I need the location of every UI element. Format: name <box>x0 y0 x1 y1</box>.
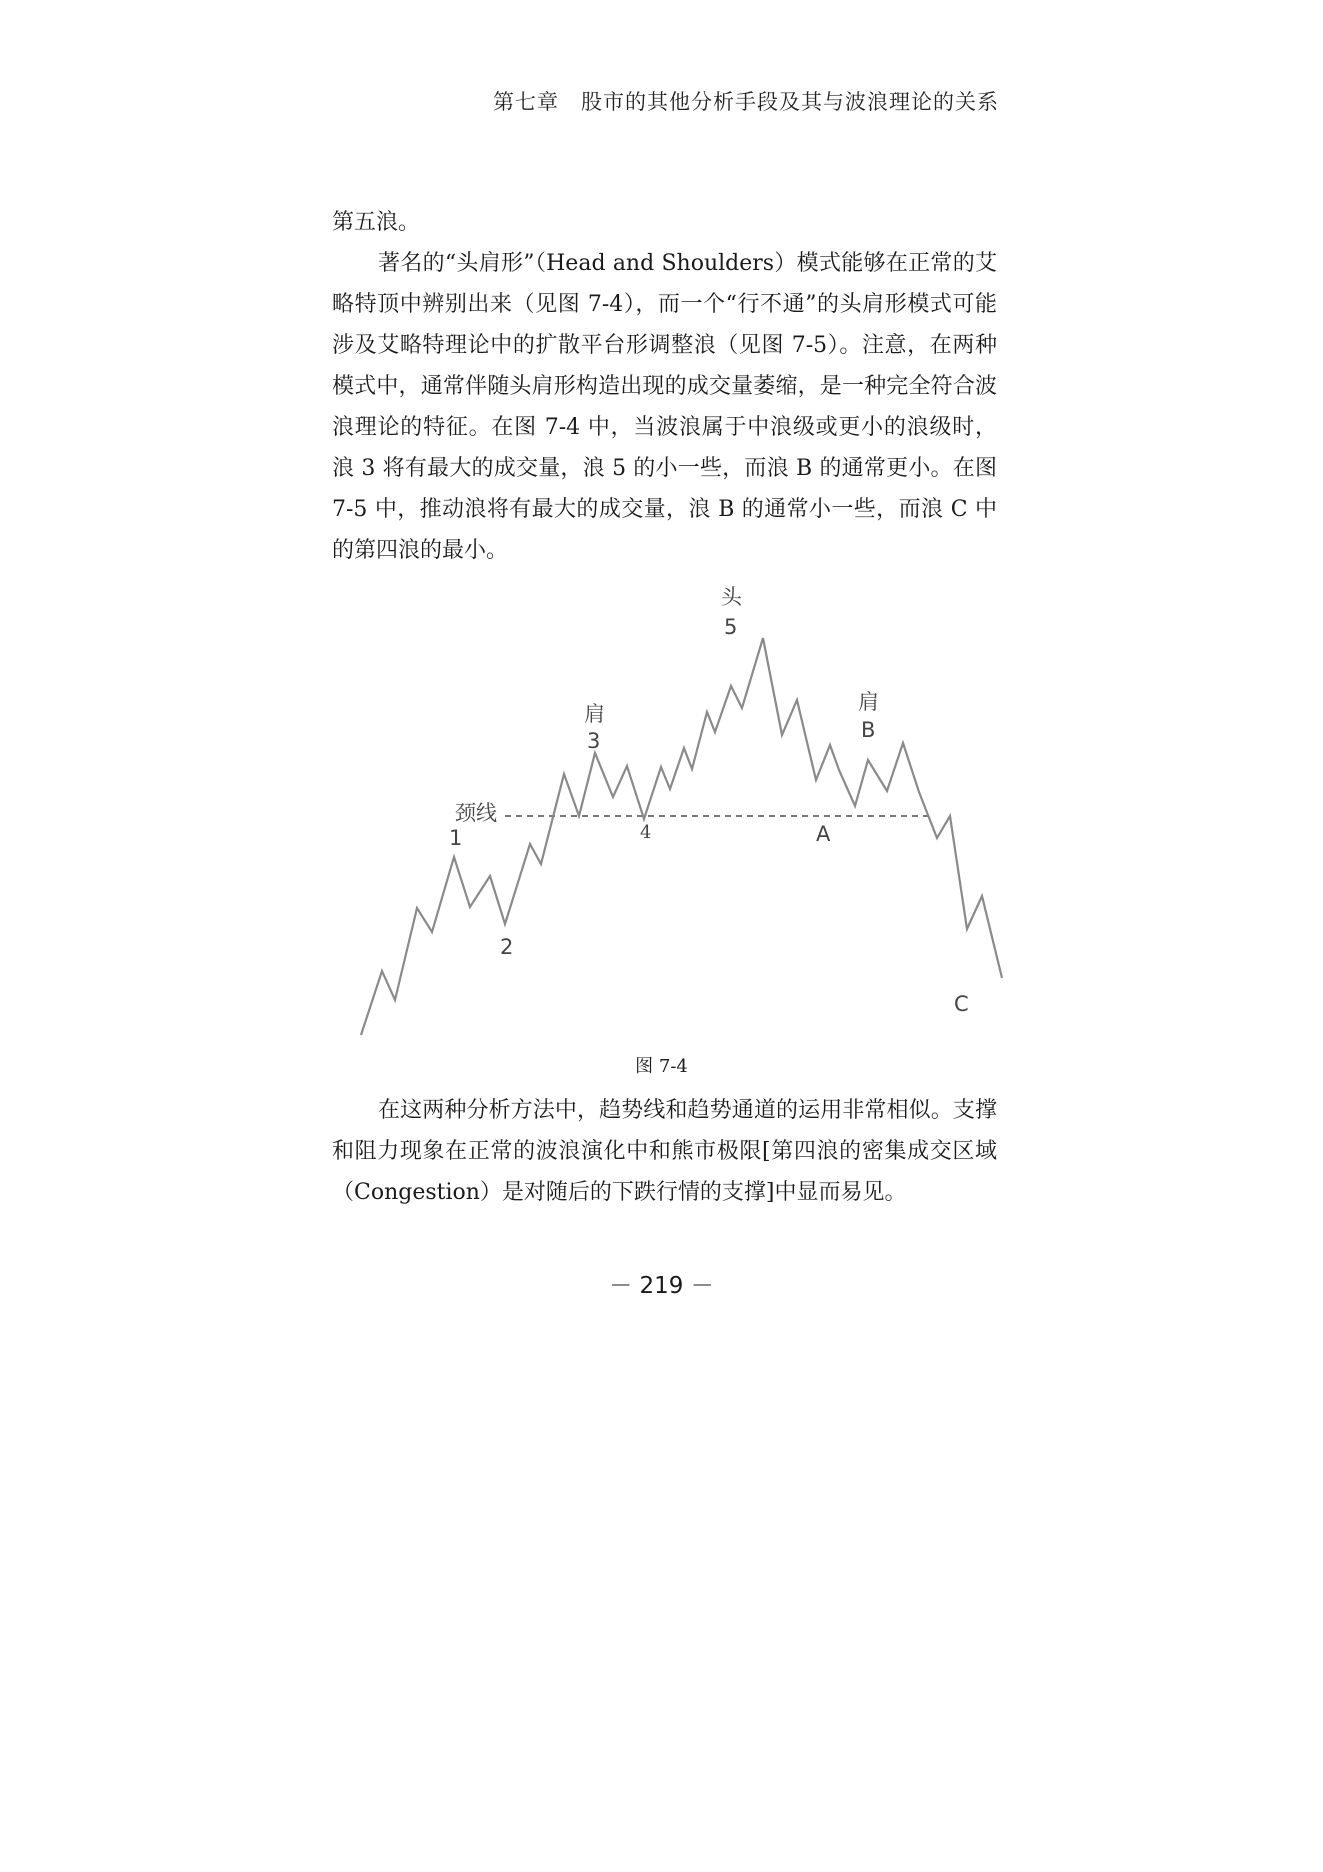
wave-3-label: 3 <box>587 729 601 753</box>
body-text-bottom <box>332 1090 997 1213</box>
wave-a-label: A <box>816 822 831 846</box>
chapter-header: 第七章 股市的其他分析手段及其与波浪理论的关系 <box>493 90 999 114</box>
wave-4-label: 4 <box>640 822 652 843</box>
wave-1-label: 1 <box>449 826 463 850</box>
wave-b-label: B <box>861 718 876 742</box>
body-text-top <box>332 202 997 571</box>
wave-c-label: C <box>954 992 969 1016</box>
shoulder-left-label: 肩 <box>584 702 605 726</box>
neckline-label: 颈线 <box>455 801 497 825</box>
paragraph-3: 在这两种分析方法中，趋势线和趋势通道的运用非常相似。支撑和阻力现象在正常的波浪演化中和熊市极限[第四浪的密集成交区域（Congestion）是对随后的下跌行情的支撑]中显而易见。 <box>332 1098 997 1205</box>
page-number: － 219 － <box>609 1273 714 1299</box>
paragraph-2: 著名的“头肩形”（Head and Shoulders）模式能够在正常的艾略特顶中辨别出来（见图 7-4），而一个“行不通”的头肩形模式可能涉及艾略特理论中的扩散平台形调整浪（见图 7-5）。注意，在两种模式中，通常伴随头肩形构造出现的成交量萎缩，是一种完全符合波浪理论的特征。在图 7-4 中，当波浪属于中浪级或更小的浪级时，浪 3 将有最大的成交量，浪 5 的小一些，而浪 B 的通常更小。在图 7-5 中，推动浪将有最大的成交量，浪 B 的通常小一些，而浪 C 中的第四浪的最小。 <box>332 251 997 563</box>
shoulder-right-label: 肩 <box>858 690 879 714</box>
head-and-shoulders-diagram <box>345 580 1005 1040</box>
head-label: 头 <box>721 585 742 609</box>
figure-caption: 图 7-4 <box>635 1056 688 1077</box>
wave-2-label: 2 <box>500 935 514 959</box>
paragraph-1: 第五浪。 <box>332 210 421 235</box>
wave-5-label: 5 <box>724 615 738 639</box>
